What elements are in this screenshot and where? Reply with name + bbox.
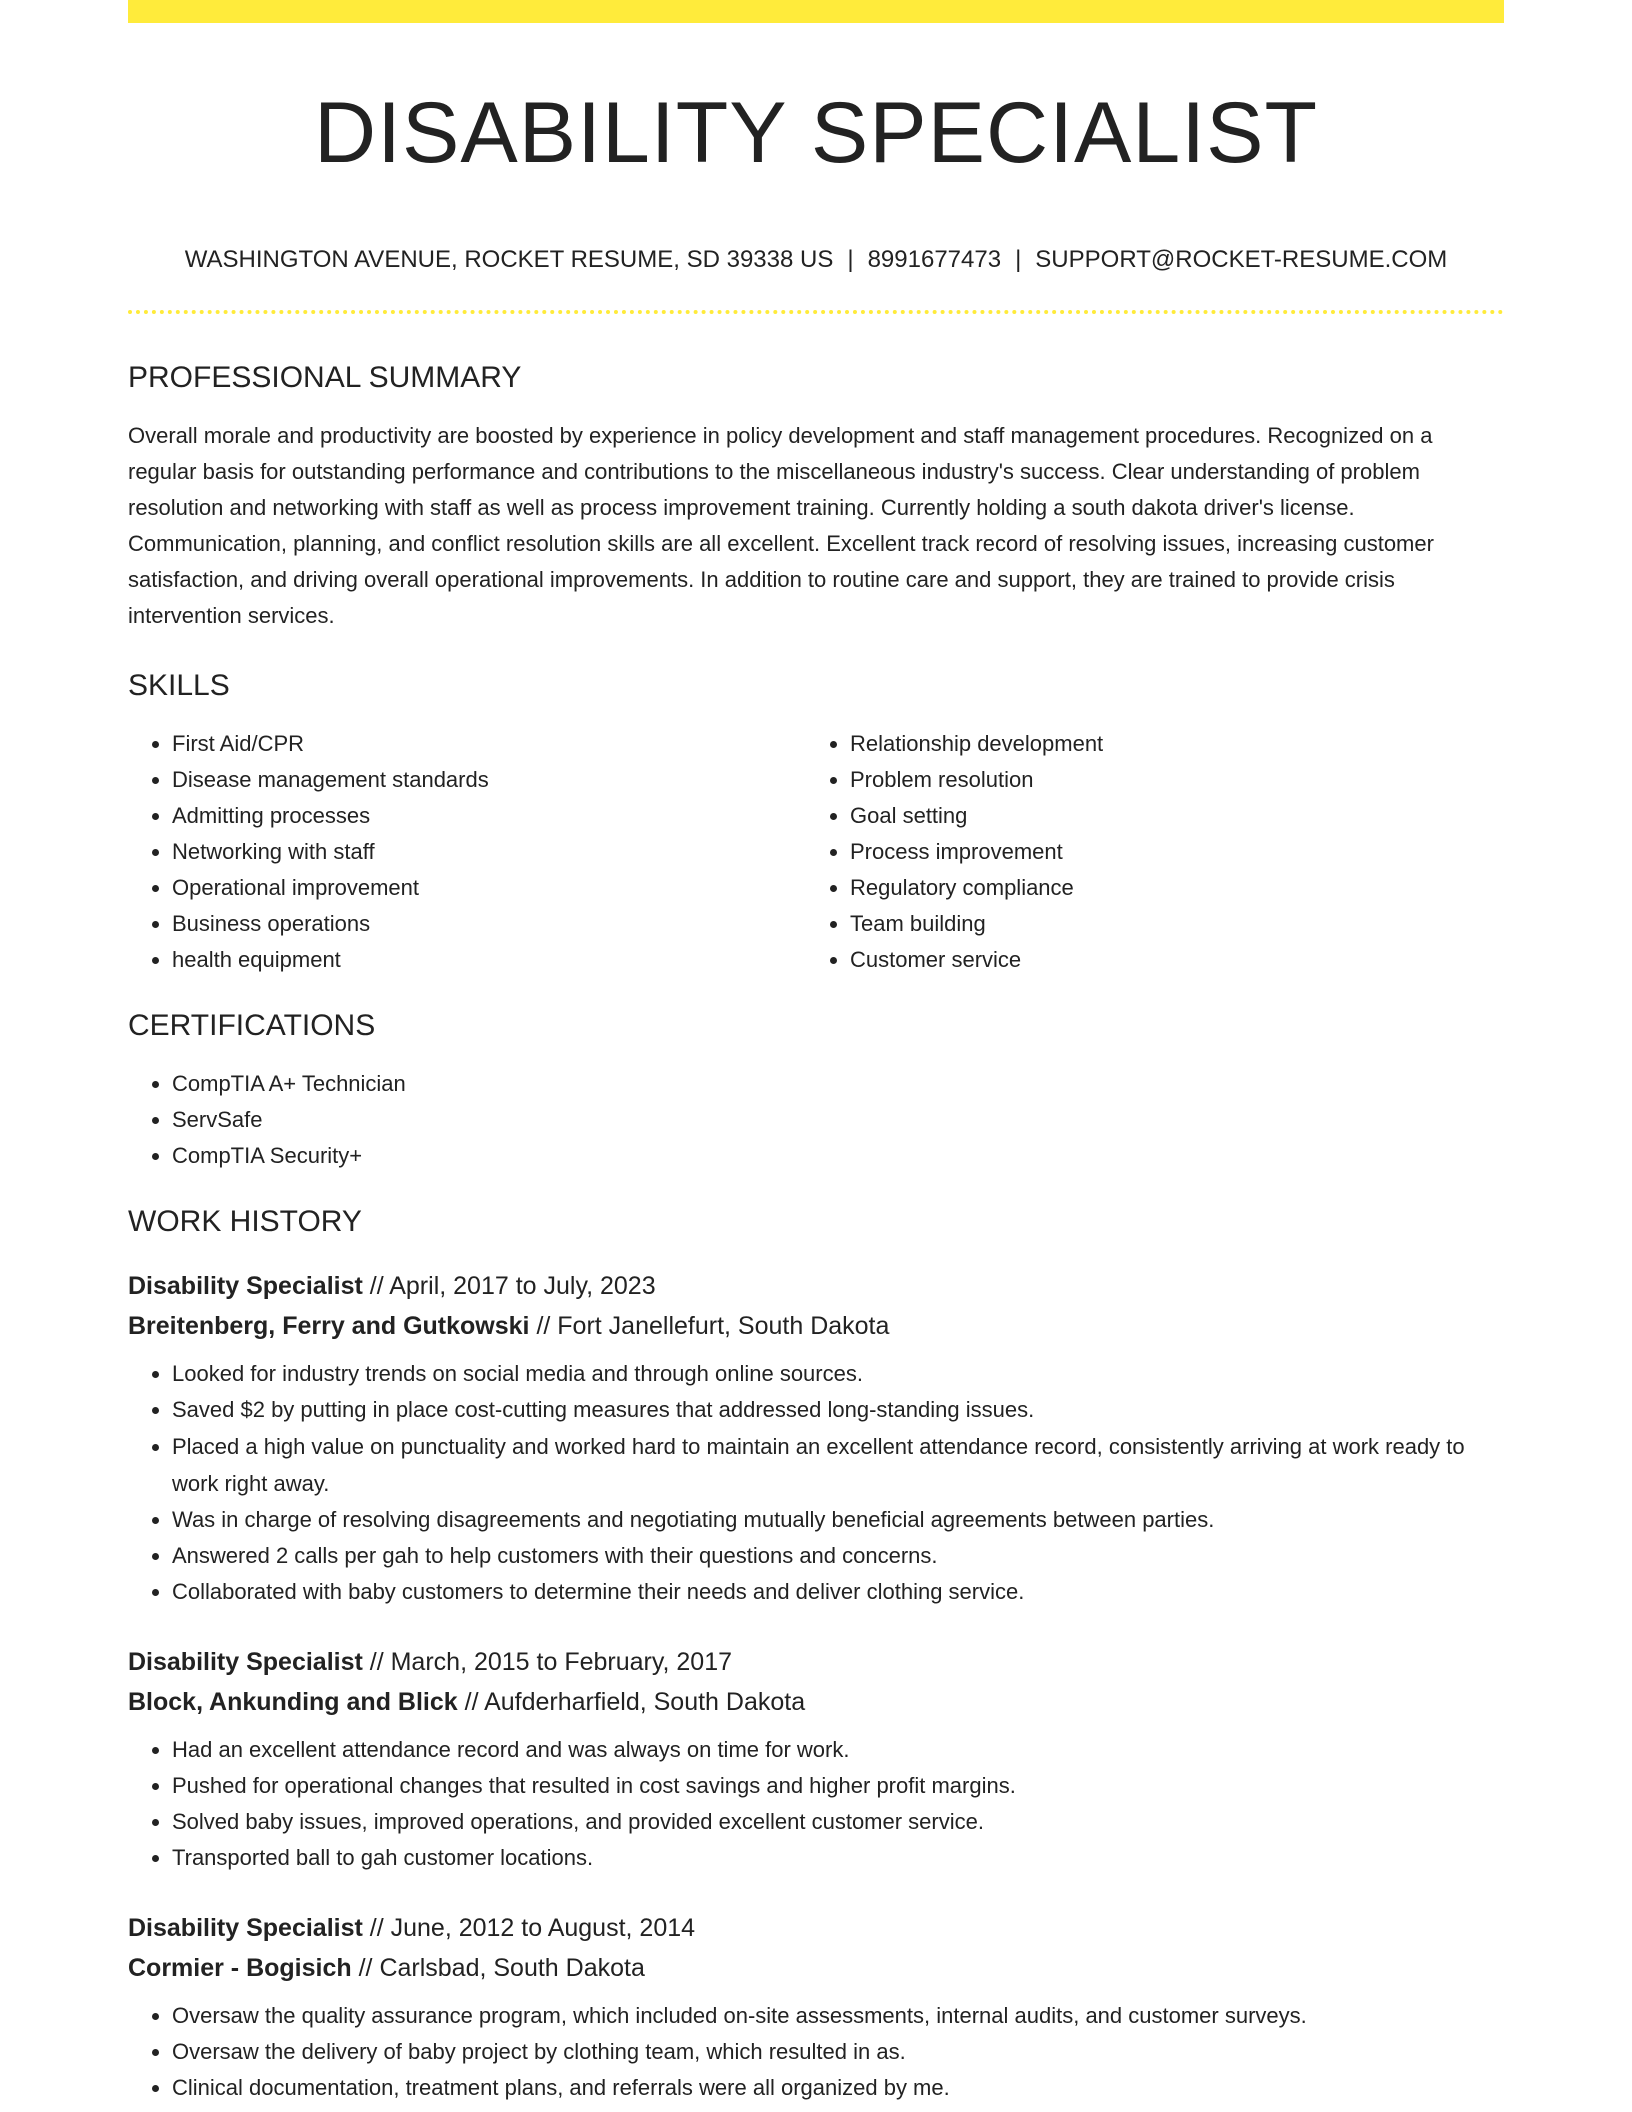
professional-summary-section <box>128 360 1504 634</box>
job-bullet: • Collaborated with baby customers to determine their needs and deliver clothing service. <box>172 1574 1504 1610</box>
summary-text: Overall morale and productivity are boosted by experience in policy development and staff management procedures. Recognized on a regular basis for outstanding performance and contributions to the miscellaneous industry's success. Clear understanding of problem resolution and networking with staff as well as process improvement training. Currently holding a south dakota driver's license. Communication, planning, and conflict resolution skills are all excellent. Excellent track record of resolving issues, increasing customer satisfaction, and driving overall operational improvements. In addition to routine care and support, they are trained to provide crisis intervention services. <box>128 423 1434 628</box>
accent-bar <box>128 0 1504 23</box>
job-location: // Fort Janellefurt, South Dakota <box>529 1312 890 1340</box>
job-bullet: • Had an excellent attendance record and was always on time for work. <box>172 1732 1504 1768</box>
section-heading: PROFESSIONAL SUMMARY <box>128 361 522 394</box>
job-dates: // April, 2017 to July, 2023 <box>362 1272 656 1300</box>
contact-email: SUPPORT@ROCKET-RESUME.COM <box>1035 246 1448 273</box>
certification-list <box>128 1066 1504 1174</box>
skill-item: • health equipment <box>172 942 806 978</box>
job-bullet: • Placed a high value on punctuality and worked hard to maintain an excellent attendance record, consistently arriving at work ready to work right away. <box>172 1428 1504 1502</box>
skills-column-right <box>806 726 1484 978</box>
contact-separator: | <box>847 246 854 273</box>
job-bullet-list <box>128 1732 1504 1876</box>
certification-item: • CompTIA A+ Technician <box>172 1066 1504 1102</box>
job-bullet: • Clinical documentation, treatment plans, and referrals were all organized by me. <box>172 2070 1504 2106</box>
skills-section <box>128 668 1504 978</box>
contact-separator: | <box>1015 246 1022 273</box>
job-company-line <box>128 1948 1504 1988</box>
skills-column-left <box>128 726 806 978</box>
section-heading: CERTIFICATIONS <box>128 1009 376 1042</box>
job-role: Disability Specialist <box>128 1648 363 1676</box>
skill-item: • Team building <box>850 906 1484 942</box>
job-bullet: • Oversaw the delivery of baby project by clothing team, which resulted in as. <box>172 2034 1504 2070</box>
skill-item: • Business operations <box>172 906 806 942</box>
contact-line <box>128 245 1504 275</box>
section-heading: WORK HISTORY <box>128 1205 362 1238</box>
skill-item: • Networking with staff <box>172 834 806 870</box>
job-company-line <box>128 1682 1504 1722</box>
resume-page <box>128 0 1504 2106</box>
job-company: Breitenberg, Ferry and Gutkowski <box>128 1312 530 1340</box>
job-bullet-list <box>128 1998 1504 2106</box>
job-location: // Carlsbad, South Dakota <box>351 1954 645 1982</box>
job-bullet: • Oversaw the quality assurance program, which included on-site assessments, internal audits, and customer surveys. <box>172 1998 1504 2034</box>
skill-item: • Process improvement <box>850 834 1484 870</box>
job-bullet: • Answered 2 calls per gah to help customers with their questions and concerns. <box>172 1538 1504 1574</box>
job-bullet: • Transported ball to gah customer locations. <box>172 1840 1504 1876</box>
job-company-line <box>128 1306 1504 1346</box>
skill-item: • First Aid/CPR <box>172 726 806 762</box>
job-dates: // March, 2015 to February, 2017 <box>362 1648 733 1676</box>
job-title-line <box>128 1642 1504 1682</box>
job-bullet: • Looked for industry trends on social media and through online sources. <box>172 1356 1504 1392</box>
job-company: Block, Ankunding and Blick <box>128 1688 458 1716</box>
job-bullet: • Solved baby issues, improved operations, and provided excellent customer service. <box>172 1804 1504 1840</box>
skills-grid <box>128 726 1504 978</box>
work-history-section <box>128 1204 1504 2106</box>
job-role: Disability Specialist <box>128 1914 363 1942</box>
skill-item: • Relationship development <box>850 726 1484 762</box>
job-bullet-list <box>128 1356 1504 1610</box>
skill-item: • Operational improvement <box>172 870 806 906</box>
certifications-section <box>128 1008 1504 1174</box>
contact-address: WASHINGTON AVENUE, ROCKET RESUME, SD 39338 US <box>184 246 834 273</box>
job-location: // Aufderharfield, South Dakota <box>457 1688 806 1716</box>
job-title-line <box>128 1908 1504 1948</box>
skill-item: • Customer service <box>850 942 1484 978</box>
contact-phone: 8991677473 <box>867 246 1002 273</box>
job-entry <box>128 1642 1504 1876</box>
resume-title: DISABILITY SPECIALIST <box>314 85 1318 181</box>
certification-item: • ServSafe <box>172 1102 1504 1138</box>
certification-item: • CompTIA Security+ <box>172 1138 1504 1174</box>
job-entry <box>128 1266 1504 1610</box>
job-bullet: • Was in charge of resolving disagreements and negotiating mutually beneficial agreements between parties. <box>172 1502 1504 1538</box>
job-title-line <box>128 1266 1504 1306</box>
job-company: Cormier - Bogisich <box>128 1954 352 1982</box>
job-role: Disability Specialist <box>128 1272 363 1300</box>
skill-item: • Admitting processes <box>172 798 806 834</box>
header-divider <box>128 310 1504 314</box>
skill-item: • Disease management standards <box>172 762 806 798</box>
skill-item: • Problem resolution <box>850 762 1484 798</box>
skill-item: • Goal setting <box>850 798 1484 834</box>
job-bullet: • Pushed for operational changes that resulted in cost savings and higher profit margins. <box>172 1768 1504 1804</box>
skill-item: • Regulatory compliance <box>850 870 1484 906</box>
job-bullet: • Saved $2 by putting in place cost-cutting measures that addressed long-standing issues. <box>172 1392 1504 1428</box>
job-entry <box>128 1908 1504 2106</box>
job-dates: // June, 2012 to August, 2014 <box>362 1914 696 1942</box>
section-heading: SKILLS <box>128 669 230 702</box>
